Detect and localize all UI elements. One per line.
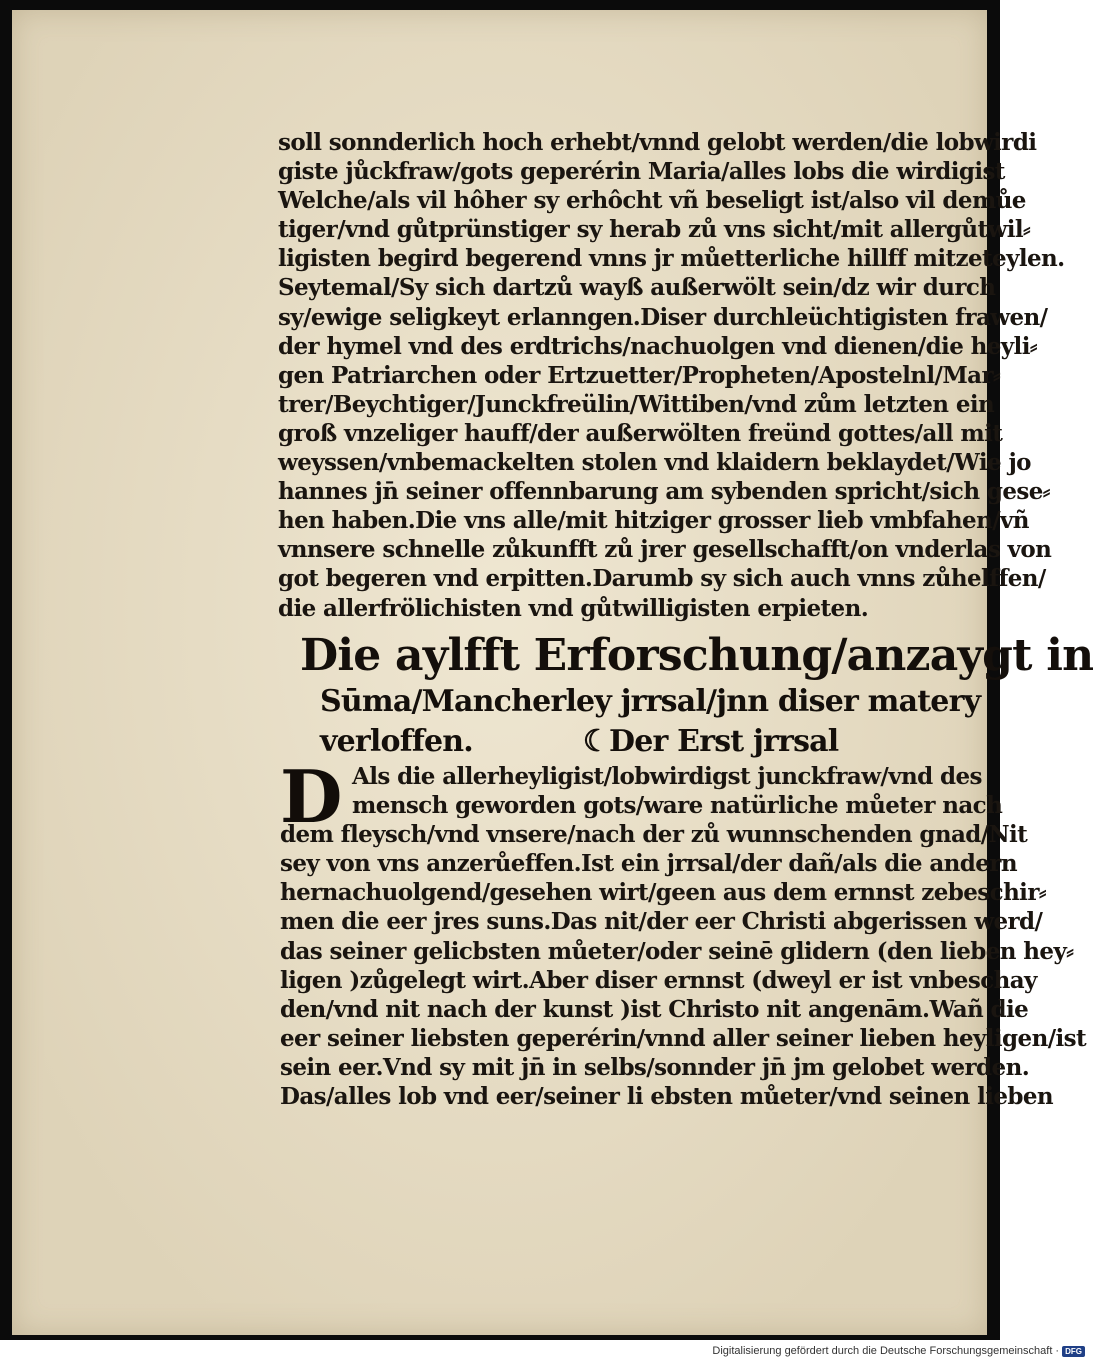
heading-line-2: Sūma/Mancherley jrrsal/jnn diser matery <box>320 684 981 719</box>
dfg-logo: DFG <box>1062 1346 1085 1357</box>
text-line: Das/alles lob vnd eer/seiner li ebsten můeter/vnd seinen lieben <box>280 1083 1054 1111</box>
text-line: die allerfrölichisten vnd gůtwilligisten erpieten. <box>278 594 869 622</box>
text-line: giste jůckfraw/gots geperérin Maria/alles lobs die wirdigist <box>278 158 1005 186</box>
text-line: men die eer jres suns.Das nit/der eer Christi abgerissen werd/ <box>280 908 1043 936</box>
text-line: mensch geworden gots/ware natürliche můeter nach <box>352 792 1003 820</box>
text-line: das seiner gelicbsten můeter/oder seinē glidern (den lieben hey⸗ <box>280 937 1074 965</box>
credit-text: Digitalisierung gefördert durch die Deutsche Forschungsgemeinschaft · <box>712 1345 1060 1357</box>
text-line: soll sonnderlich hoch erhebt/vnnd gelobt werden/die lobwirdi <box>278 129 1037 156</box>
text-line: eer seiner liebsten geperérin/vnnd aller seiner lieben heyligen/ist <box>280 1024 1087 1052</box>
heading-line-3 <box>320 722 1093 762</box>
text-line: weyssen/vnbemackelten stolen vnd klaidern beklaydet/Wie jo <box>278 449 1031 477</box>
text-line: hen haben.Die vns alle/mit hitziger grosser lieb vmbfahen/vñ <box>278 507 1029 535</box>
text-line: trer/Beychtiger/Junckfreülin/Wittiben/vnd zům letzten ein <box>278 390 995 418</box>
text-line: Als die allerheyligist/lobwirdigst junckfraw/vnd des <box>352 763 982 790</box>
text-line: sey von vns anzerůeffen.Ist ein jrrsal/der dañ/als die andern <box>280 850 1017 878</box>
text-line: den/vnd nit nach der kunst )ist Christo nit angenām.Wañ die <box>280 995 1029 1023</box>
text-line: dem fleysch/vnd vnsere/nach der zů wunnschenden gnad/Nit <box>280 821 1028 849</box>
drop-cap: D <box>280 754 343 839</box>
text-line: der hymel vnd des erdtrichs/nachuolgen vnd dienen/die heyli⸗ <box>278 332 1037 360</box>
text-line: tiger/vnd gůtprünstiger sy herab zů vns sicht/mit allergůtwil⸗ <box>278 216 1031 244</box>
text-line: Welche/als vil hôher sy erhôcht vñ beseligt ist/also vil demůe <box>278 187 1026 215</box>
text-line: vnnsere schnelle zůkunfft zů jrer gesellschafft/on vnderlas von <box>278 536 1052 564</box>
text-line: gen Patriarchen oder Ertzuetter/Propheten/Apostelnl/Mar⸗ <box>278 361 1001 389</box>
heading-line-1: Die aylfft Erforschung/anzaygt in <box>300 630 1093 681</box>
heading-line-3-left: verloffen. <box>320 724 473 759</box>
paragraph-top <box>278 128 1065 623</box>
text-line: hannes jn̄ seiner offennbarung am sybenden spricht/sich gese⸗ <box>278 478 1050 506</box>
text-line: ligisten begird begerend vnns jr můetterliche hillff mitzeteylen. <box>278 245 1065 273</box>
chapter-heading <box>300 630 1093 762</box>
paragraph-bottom <box>280 754 1087 1111</box>
text-line: hernachuolgend/gesehen wirt/geen aus dem ernnst zebeschir⸗ <box>280 879 1046 907</box>
text-line: got begeren vnd erpitten.Darumb sy sich auch vnns zůhelffen/ <box>278 565 1046 593</box>
digitization-credit <box>712 1342 1085 1360</box>
text-line: sy/ewige seligkeyt erlanngen.Diser durchleüchtigisten frawen/ <box>278 303 1048 331</box>
text-line: Seytemal/Sy sich dartzů wayß außerwölt sein/dz wir durch <box>278 274 996 302</box>
section-title: ☾Der Erst jrrsal <box>582 724 839 759</box>
text-line: ligen )zůgelegt wirt.Aber diser ernnst (dweyl er ist vnbeschay <box>280 966 1037 994</box>
text-line: sein eer.Vnd sy mit jn̄ in selbs/sonnder jn̄ jm gelobet werden. <box>280 1053 1030 1081</box>
text-line: groß vnzeliger hauff/der außerwölten freünd gottes/all mit <box>278 419 1003 447</box>
